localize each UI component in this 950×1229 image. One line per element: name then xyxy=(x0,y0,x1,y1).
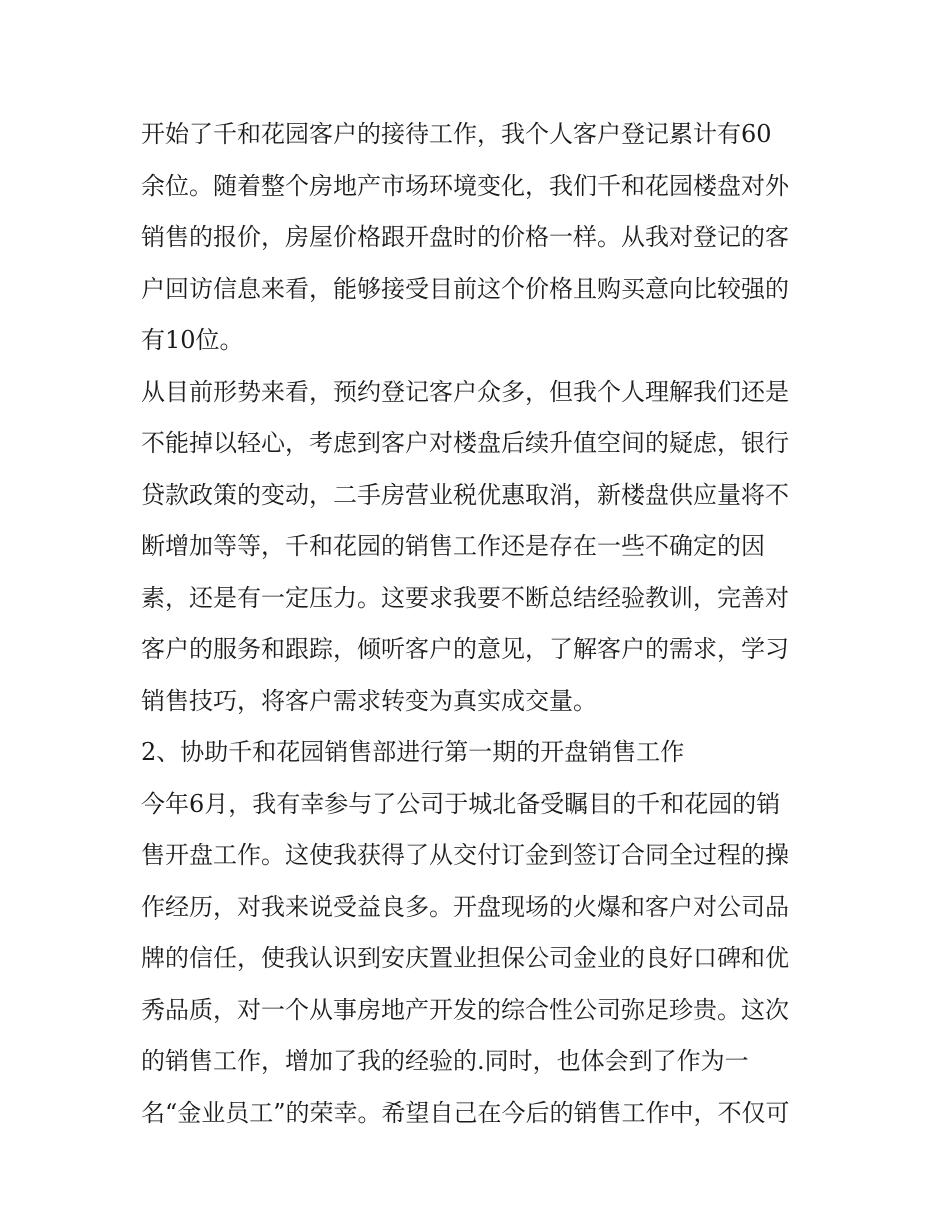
text-line: 今年6月，我有幸参与了公司于城北备受瞩目的千和花园的销 xyxy=(141,789,781,818)
text-line: 客户的服务和跟踪，倾听客户的意见，了解客户的需求，学习 xyxy=(141,635,789,663)
text-line: 贷款政策的变动，二手房营业税优惠取消，新楼盘供应量将不 xyxy=(141,480,789,509)
text-line: 断增加等等，千和花园的销售工作还是存在一些不确定的因 xyxy=(141,532,765,560)
text-line: 秀品质，对一个从事房地产开发的综合性公司弥足珍贵。这次 xyxy=(141,995,789,1024)
text-line: 的销售工作，增加了我的经验的.同时，也体会到了作为一 xyxy=(141,1047,749,1075)
section-heading: 2、协助千和花园销售部进行第一期的开盘销售工作 xyxy=(141,738,685,766)
text-line: 户回访信息来看，能够接受目前这个价格且购买意向比较强的 xyxy=(141,274,789,303)
document-body xyxy=(141,109,821,1139)
text-line: 有10位。 xyxy=(141,326,244,354)
text-line: 销售技巧，将客户需求转变为真实成交量。 xyxy=(141,686,597,715)
text-line: 从目前形势来看，预约登记客户众多，但我个人理解我们还是 xyxy=(141,377,789,406)
text-line: 名“金业员工”的荣幸。希望自己在今后的销售工作中，不仅可 xyxy=(141,1098,790,1127)
text-line: 不能掉以轻心，考虑到客户对楼盘后续升值空间的疑虑，银行 xyxy=(141,429,789,457)
text-line: 素，还是有一定压力。这要求我要不断总结经验教训，完善对 xyxy=(141,583,789,612)
text-line: 售开盘工作。这使我获得了从交付订金到签订合同全过程的操 xyxy=(141,841,789,869)
text-line: 余位。随着整个房地产市场环境变化，我们千和花园楼盘对外 xyxy=(141,171,789,200)
text-line: 销售的报价，房屋价格跟开盘时的价格一样。从我对登记的客 xyxy=(141,223,789,251)
text-line: 牌的信任，使我认识到安庆置业担保公司金业的良好口碑和优 xyxy=(141,944,789,972)
text-line: 开始了千和花园客户的接待工作，我个人客户登记累计有60 xyxy=(141,120,772,148)
text-line: 作经历，对我来说受益良多。开盘现场的火爆和客户对公司品 xyxy=(141,892,789,921)
